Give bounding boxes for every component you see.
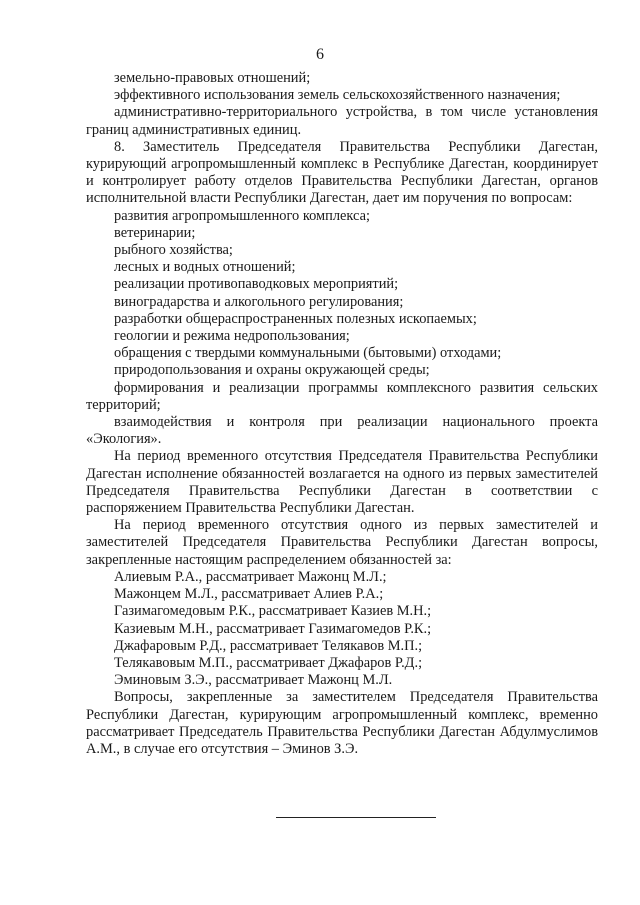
list-item-land-relations: земельно-правовых отношений; [114,70,311,86]
list-item-farmland-use: эффективного использования земель сельскохозяйственного назначения; [114,87,561,104]
absence-chairman-paragraph: На период временного отсутствия Председателя Правительства Республики Дагестан исполнение обязанностей возлагается на одного из первых заместителей Председателя Правительства Республики Дагестан в соответствии с распоряжением Правительства Республики Дагестан. [86,448,598,517]
section-8-intro: 8. Заместитель Председателя Правительства Республики Дагестан, курирующий агропромышленный комплекс в Республике Дагестан, координирует и контролирует работу отделов Правительства Республики Дагестан, органов исполнительной власти Республики Дагестан, дает им поручения по вопросам: [86,138,598,207]
section-8-item: обращения с твердыми коммунальными (бытовыми) отходами; [114,345,502,362]
section-8-item: развития агропромышленного комплекса; [114,207,370,224]
substitute-item: Мажонцем М.Л., рассматривает Алиев Р.А.; [114,586,384,603]
section-8-item: геологии и режима недропользования; [114,328,350,345]
substitute-item: Телякавовым М.П., рассматривает Джафаров Р.Д.; [114,654,423,671]
substitute-item: Казиевым М.Н., рассматривает Газимагомедов Р.К.; [114,620,432,637]
document-body [86,70,598,758]
section-8-item: формирования и реализации программы комплексного развития сельских территорий; [86,379,598,413]
page-number: 6 [316,46,324,63]
substitute-item: Джафаровым Р.Д., рассматривает Телякавов М.П.; [114,637,423,654]
list-item-admin-structure: административно-территориального устройства, в том числе установления границ административных единиц. [86,104,598,138]
section-8-item: ветеринарии; [114,224,196,241]
section-8-item: лесных и водных отношений; [114,259,296,276]
substitute-item: Газимагомедовым Р.К., рассматривает Казиев М.Н.; [114,603,432,620]
section-8-item: природопользования и охраны окружающей среды; [114,362,430,379]
substitute-item: Эминовым З.Э., рассматривает Мажонц М.Л. [114,672,393,689]
section-8-item: взаимодействия и контроля при реализации национального проекта «Экология». [86,414,598,448]
section-8-item: рыбного хозяйства; [114,242,233,259]
closing-paragraph: Вопросы, закрепленные за заместителем Председателя Правительства Республики Дагестан, курирующим агропромышленный комплекс, временно рассматривает Председатель Правительства Республики Дагестан Абдулмуслимов А.М., в случае его отсутствия – Эминов З.Э. [86,689,598,757]
section-8-item: реализации противопаводковых мероприятий; [114,276,399,293]
section-8-item: разработки общераспространенных полезных ископаемых; [114,310,477,327]
footer-divider [276,817,436,818]
absence-deputies-paragraph: На период временного отсутствия одного из первых заместителей и заместителей Председателя Правительства Республики Дагестан вопросы, закрепленные настоящим распределением обязанностей за: [86,517,598,568]
section-8-item: виноградарства и алкогольного регулирования; [114,293,404,310]
substitute-item: Алиевым Р.А., рассматривает Мажонц М.Л.; [114,568,387,585]
